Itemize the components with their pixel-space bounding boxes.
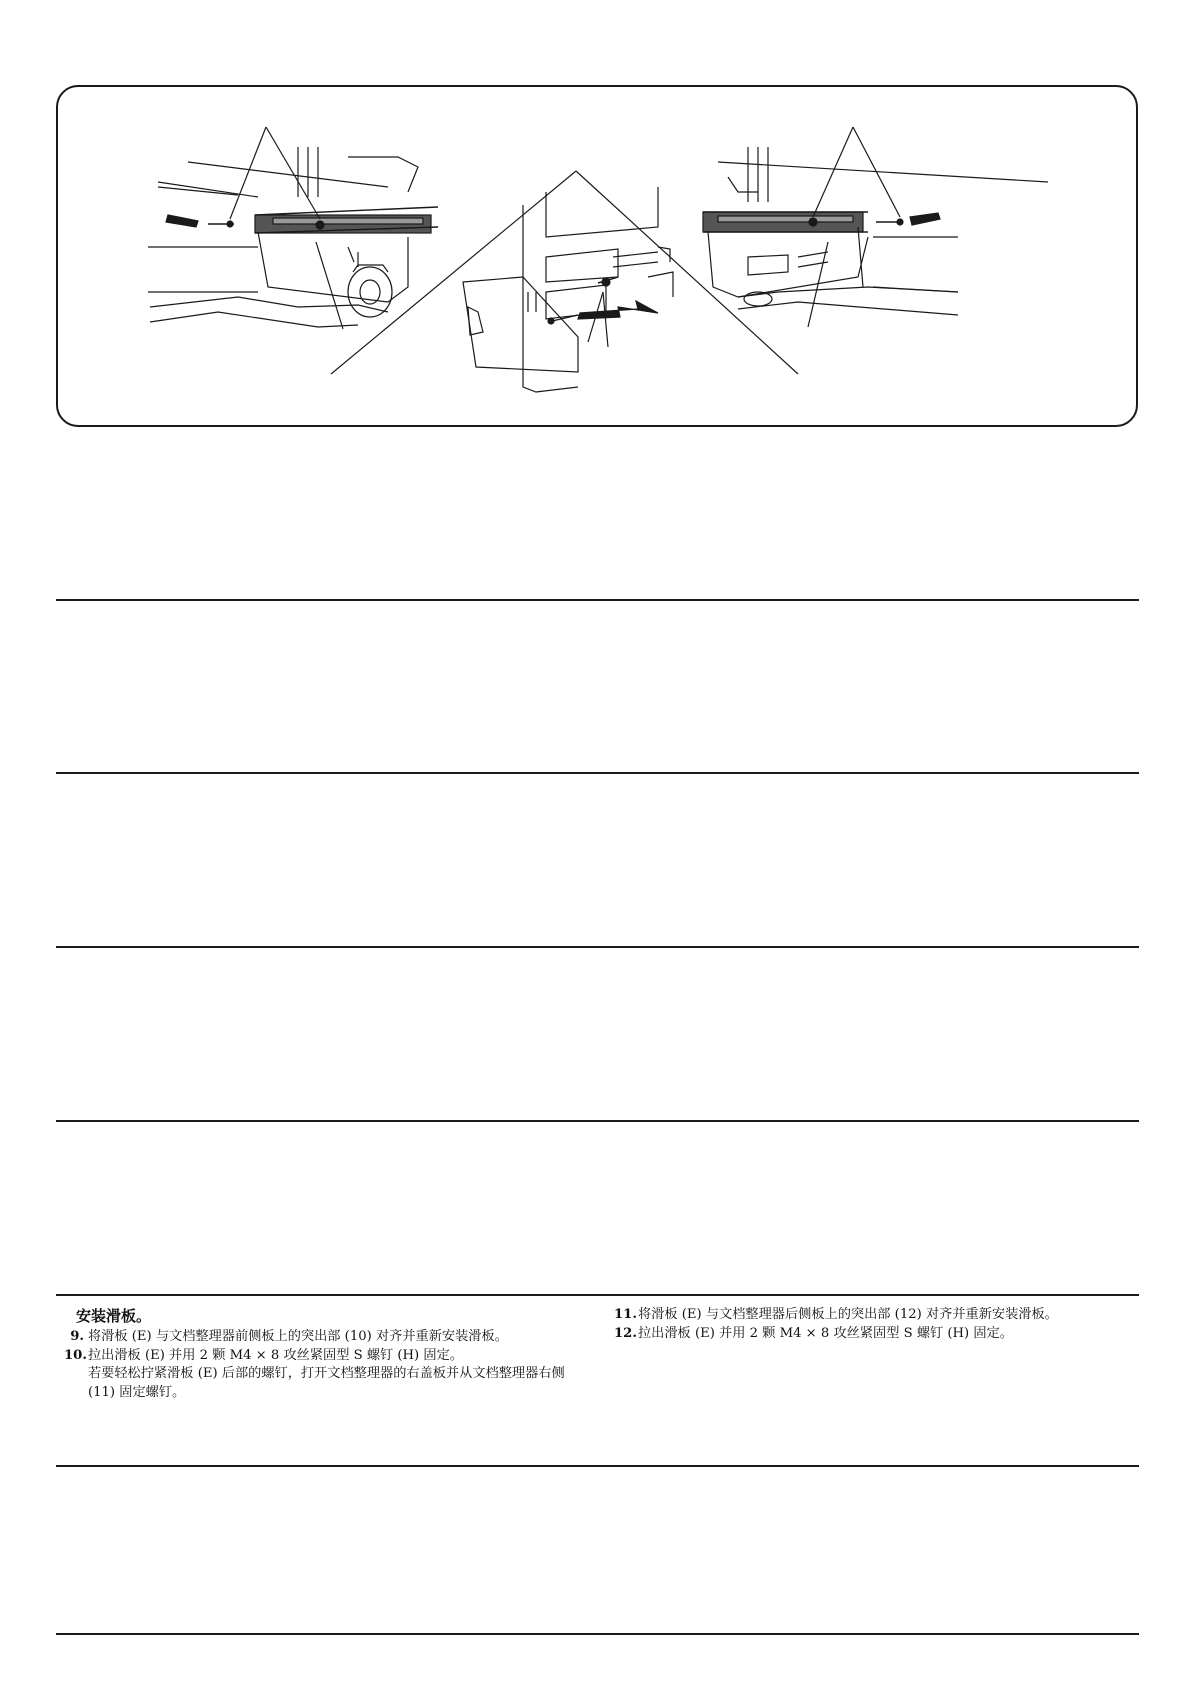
divider-rule bbox=[56, 772, 1139, 774]
divider-rule bbox=[56, 1294, 1139, 1296]
step-item bbox=[614, 1325, 1139, 1344]
divider-rule bbox=[56, 1120, 1139, 1122]
divider-rule bbox=[56, 946, 1139, 948]
instruction-column-right bbox=[614, 1306, 1139, 1343]
step-item bbox=[614, 1306, 1139, 1325]
step-item bbox=[64, 1328, 584, 1347]
divider-rule bbox=[56, 1465, 1139, 1467]
section-heading: 安装滑板。 bbox=[76, 1307, 152, 1325]
right-slide-rail-view bbox=[703, 127, 1048, 327]
illustration-box bbox=[56, 85, 1138, 427]
step-number: 10. bbox=[64, 1347, 87, 1363]
step-text: 将滑板 (E) 与文档整理器前侧板上的突出部 (10) 对齐并重新安装滑板。 bbox=[88, 1329, 508, 1344]
step-number: 9. bbox=[70, 1329, 84, 1344]
instruction-column-left bbox=[64, 1306, 584, 1402]
step-number: 11. bbox=[614, 1307, 637, 1322]
divider-rule bbox=[56, 1633, 1139, 1635]
step-text: 将滑板 (E) 与文档整理器后侧板上的突出部 (12) 对齐并重新安装滑板。 bbox=[638, 1307, 1058, 1322]
step-number: 12. bbox=[614, 1325, 637, 1341]
divider-rule bbox=[56, 599, 1139, 601]
step-text: 拉出滑板 (E) 并用 2 颗 M4 × 8 攻丝紧固型 S 螺钉 (H) 固定。 bbox=[638, 1325, 1013, 1341]
step-note: 若要轻松拧紧滑板 (E) 后部的螺钉，打开文档整理器的右盖板并从文档整理器右侧 (11) 固定螺钉。 bbox=[88, 1366, 565, 1400]
step-text: 拉出滑板 (E) 并用 2 颗 M4 × 8 攻丝紧固型 S 螺钉 (H) 固定。 bbox=[88, 1347, 463, 1363]
left-slide-rail-view bbox=[148, 127, 438, 329]
step-item bbox=[64, 1347, 584, 1366]
center-side-view bbox=[331, 171, 798, 392]
instruction-section bbox=[56, 1306, 1139, 1426]
installation-illustration bbox=[58, 87, 1136, 425]
